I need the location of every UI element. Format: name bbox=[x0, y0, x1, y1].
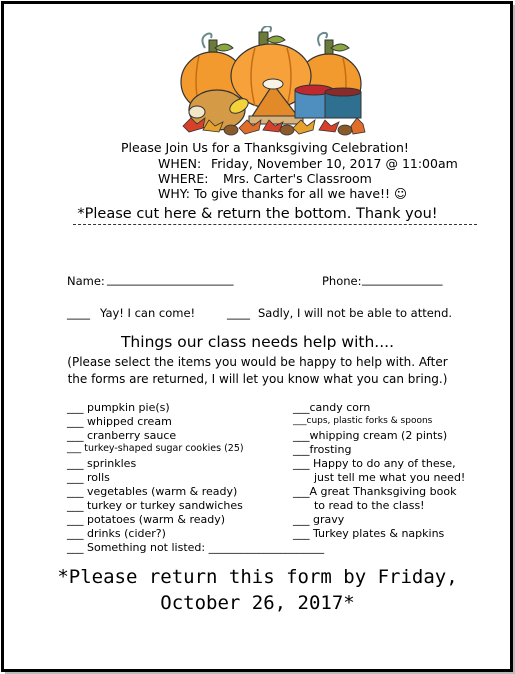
cut-instruction: *Please cut here & return the bottom. Thank you! bbox=[77, 206, 438, 222]
right-item-book-cont: to read to the class! bbox=[293, 499, 425, 512]
return-deadline-line1: *Please return this form by Friday, bbox=[57, 566, 458, 588]
left-item-something-else[interactable]: ___ Something not listed: _____________________ bbox=[67, 541, 325, 554]
name-label: Name: bbox=[67, 274, 105, 288]
left-item-potatoes[interactable]: ___ potatoes (warm & ready) bbox=[67, 513, 226, 526]
why-value: To give thanks for all we have!! ☺ bbox=[194, 186, 408, 201]
invitation-title: Please Join Us for a Thanksgiving Celebration! bbox=[121, 140, 409, 155]
needs-instructions-line1: (Please select the items you would be happy to help with. After bbox=[67, 355, 448, 369]
attend-yes-label: Yay! I can come! bbox=[100, 306, 196, 320]
left-item-sprinkles[interactable]: ___ sprinkles bbox=[67, 457, 137, 470]
right-item-gravy[interactable]: ___ gravy bbox=[293, 513, 345, 526]
phone-field[interactable]: ______________ bbox=[362, 272, 443, 286]
right-item-plates-napkins[interactable]: ___ Turkey plates & napkins bbox=[293, 527, 445, 540]
right-item-book[interactable]: ___A great Thanksgiving book bbox=[293, 485, 457, 498]
attend-no-checkbox[interactable]: ____ bbox=[227, 306, 250, 320]
needs-title: Things our class needs help with.... bbox=[120, 333, 395, 351]
left-item-pumpkin-pie[interactable]: ___ pumpkin pie(s) bbox=[67, 401, 170, 414]
left-item-whipped-cream[interactable]: ___ whipped cream bbox=[67, 415, 172, 428]
phone-label: Phone: bbox=[322, 274, 362, 288]
attend-yes-checkbox[interactable]: ____ bbox=[67, 306, 90, 320]
right-item-any-of-these[interactable]: ___ Happy to do any of these, bbox=[293, 457, 456, 470]
left-item-rolls[interactable]: ___ rolls bbox=[67, 471, 110, 484]
right-item-candy-corn[interactable]: ___candy corn bbox=[293, 401, 371, 414]
left-item-sugar-cookies[interactable]: ___ turkey-shaped sugar cookies (25) bbox=[67, 443, 244, 454]
thanksgiving-clipart bbox=[175, 26, 367, 138]
right-item-whipping-cream[interactable]: ___whipping cream (2 pints) bbox=[293, 429, 448, 442]
left-item-vegetables[interactable]: ___ vegetables (warm & ready) bbox=[67, 485, 238, 498]
right-item-cups-forks[interactable]: ___cups, plastic forks & spoons bbox=[293, 416, 433, 426]
right-item-frosting[interactable]: ___frosting bbox=[293, 443, 352, 456]
right-item-any-of-these-cont: just tell me what you need! bbox=[293, 471, 466, 484]
when-label: WHEN: bbox=[158, 156, 202, 171]
where-label: WHERE: bbox=[158, 171, 209, 186]
attend-no-label: Sadly, I will not be able to attend. bbox=[258, 306, 453, 320]
needs-instructions-line2: the forms are returned, I will let you know what you can bring.) bbox=[67, 372, 448, 386]
left-item-cranberry-sauce[interactable]: ___ cranberry sauce bbox=[67, 429, 177, 442]
return-deadline-line2: October 26, 2017* bbox=[160, 592, 355, 614]
where-value: Mrs. Carter's Classroom bbox=[223, 171, 372, 186]
cut-line bbox=[73, 224, 477, 225]
when-value: Friday, November 10, 2017 @ 11:00am bbox=[211, 156, 458, 171]
left-item-drinks[interactable]: ___ drinks (cider?) bbox=[67, 527, 166, 540]
name-field[interactable]: ______________________ bbox=[107, 272, 234, 286]
why-label: WHY: bbox=[158, 186, 190, 201]
left-item-turkey[interactable]: ___ turkey or turkey sandwiches bbox=[67, 499, 243, 512]
